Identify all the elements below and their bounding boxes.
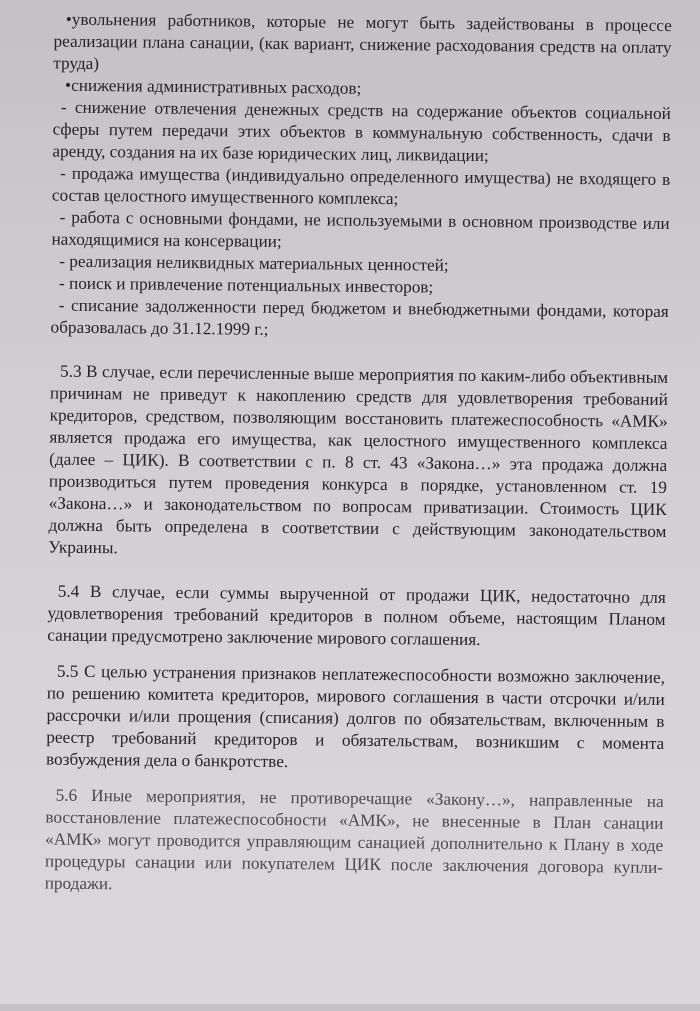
bullet-item-admin-costs: •снижения административных расходов; xyxy=(65,75,362,98)
bullet-item-dismissal: •увольнения работников, которые не могут быть задействованы в процессе реализации плана санации, (как вариант, снижение расходования средств на оплату труда) xyxy=(53,9,672,74)
paragraph-5-3: 5.3 В случае, если перечисленные выше мероприятия по каким-либо объективным причинам не приведут к накоплению средств для удовлетворения требований кредиторов, средством, позволяющим восстановить платежеспособность «АМК» является продажа его имущества, как целостного имущественного комплекса (далее – ЦИК). В соответствии с п. 8 ст. 43 «Закона…» эта продажа должна производиться путем проведения конкурса в порядке, установленном ст. 19 «Закона…» и законодательством по вопросам приватизации. Стоимость ЦИК должна быть определена в соответствии с действующим законодательством Украины. xyxy=(48,361,669,558)
paragraph-5-5: 5.5 С целью устранения признаков неплатежеспособности возможно заключение, по решению комитета кредиторов, мирового соглашения в части отсрочки и/или рассрочки и/или прощения (списания) долгов по обязательствам, включенным в реестр требований кредиторов и обязательствам, возникшим с момента возбуждения дела о банкротстве. xyxy=(45,661,666,772)
list-item-investors: - поиск и привлечение потенциальных инвесторов; xyxy=(58,273,434,297)
list-item-debt-writeoff: - списание задолженности перед бюджетом и внебюджетными фондами, которая образовалась до 31.12.1999 г.; xyxy=(50,295,669,339)
list-item-fixed-assets: - работа с основными фондами, не используемыми в основном производстве или находящимися на консервации; xyxy=(51,207,670,251)
list-item-social-sphere: - снижение отвлечения денежных средств на содержание объектов социальной сферы путем передачи этих объектов в коммунальную собственность, сдачи в аренду, создания на их базе юридических лиц, ликвидации; xyxy=(52,97,671,166)
paragraph-5-4: 5.4 В случае, если суммы вырученной от продажи ЦИК, недостаточно для удовлетворения требований кредиторов в полном объеме, настоящим Планом санации предусмотрено заключение мирового соглашения. xyxy=(47,581,666,650)
paragraph-5-6: 5.6 Иные мероприятия, не противоречащие «Закону…», направленные на восстановление платежеспособности «АМК», не внесенные в План санации «АМК» могут проводится управляющим санацией дополнительно к Плану в ходе процедуры санации или покупателем ЦИК после заключения договора купли-продажи. xyxy=(44,785,664,894)
list-item-property-sale: - продажа имущества (индивидуально определенного имущества) не входящего в состав целостного имущественного комплекса; xyxy=(51,163,671,209)
list-item-illiquid-assets: - реализация неликвидных материальных ценностей; xyxy=(59,251,449,275)
